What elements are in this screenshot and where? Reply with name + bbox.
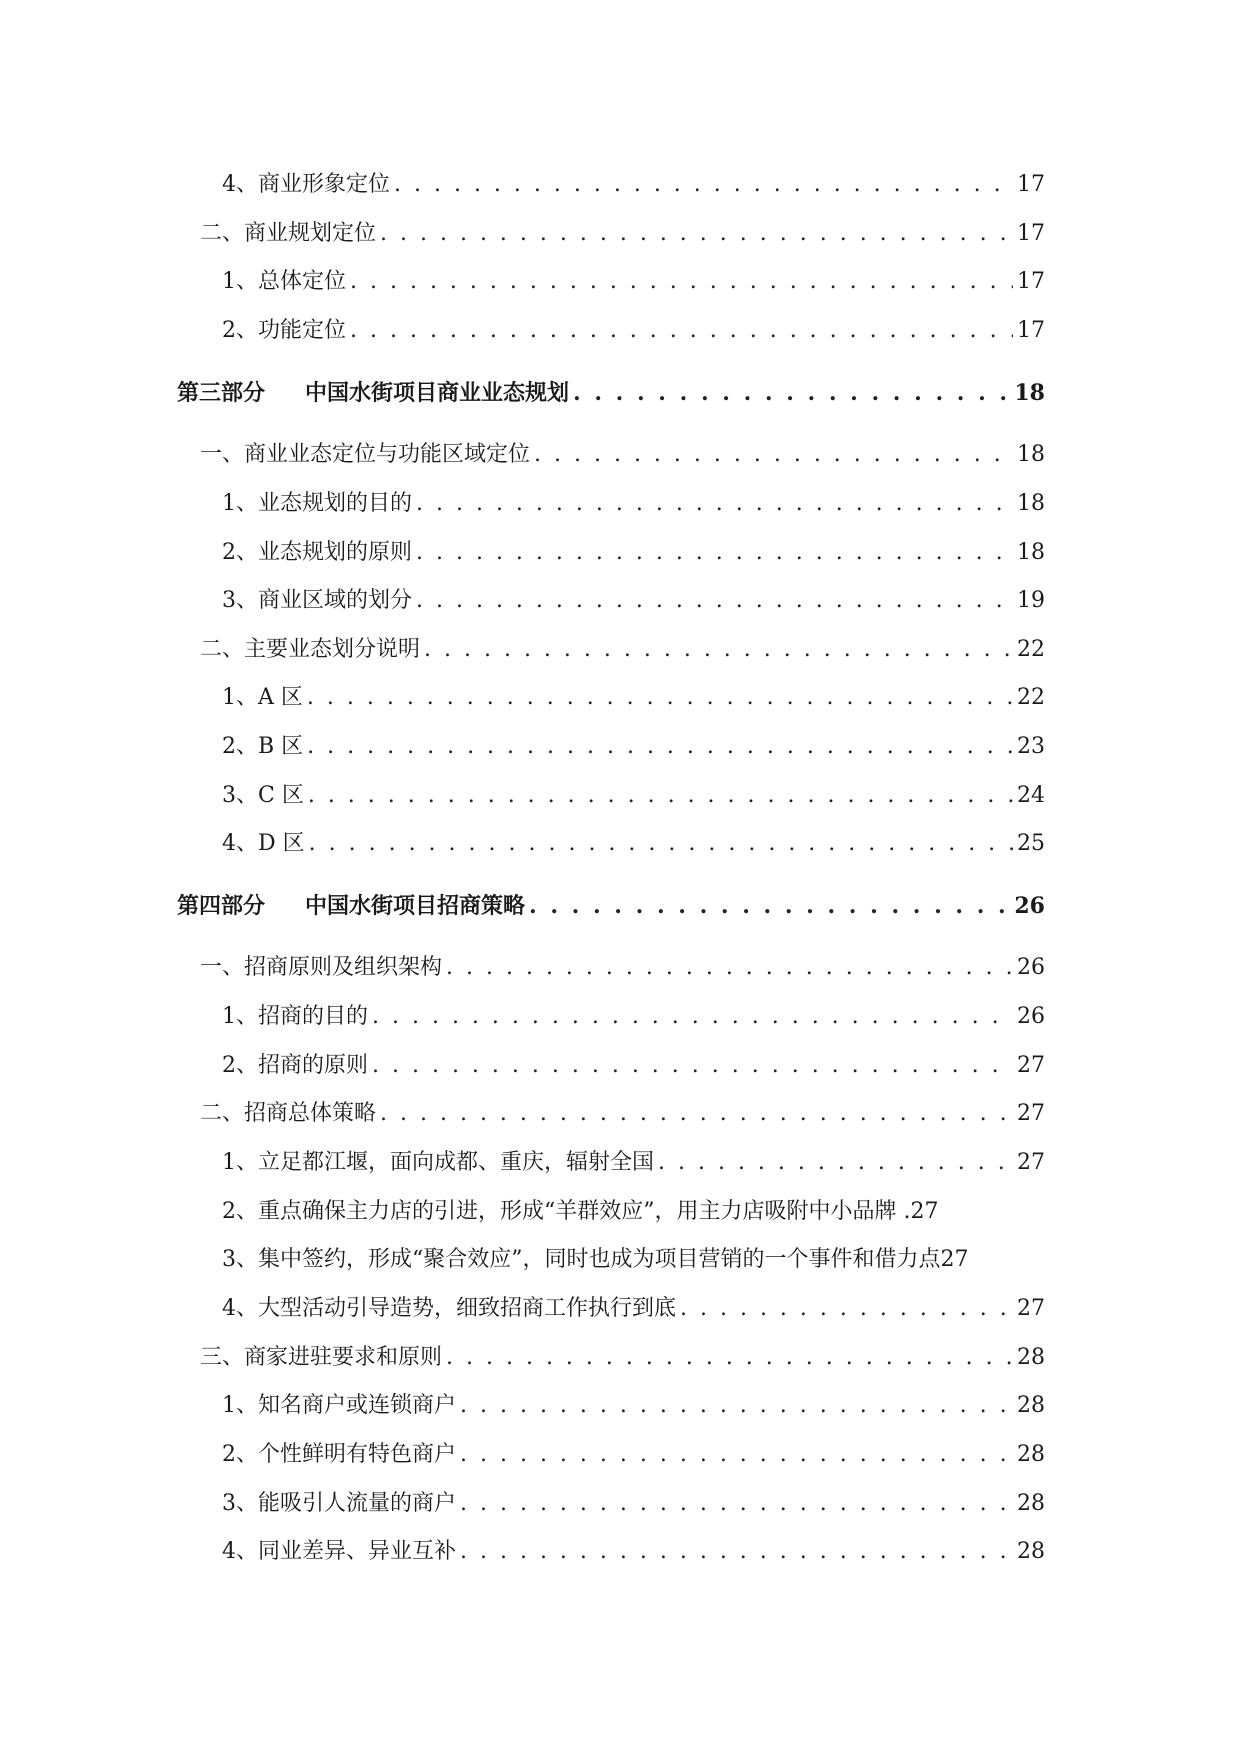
toc-entry-page: 24	[1017, 783, 1045, 808]
dot-leader	[460, 1391, 1013, 1421]
dot-leader	[460, 1440, 1013, 1470]
dot-leader	[372, 1051, 1013, 1081]
dot-leader	[380, 1099, 1013, 1129]
toc-entry[interactable]	[222, 538, 1045, 568]
toc-entry-title: 二、招商总体策略	[200, 1101, 377, 1126]
dot-leader	[416, 586, 1013, 616]
toc-entry-title: 3、商业区域的划分	[222, 588, 412, 613]
toc-entry-page: 18	[1017, 491, 1045, 516]
toc-entry-page: 27	[1017, 1101, 1045, 1126]
dot-leader	[307, 683, 1013, 713]
dot-leader	[680, 1294, 1013, 1324]
toc-entry-title: 二、主要业态划分说明	[200, 637, 421, 662]
toc-entry[interactable]	[222, 1440, 1045, 1470]
toc-entry-page: 26	[1017, 955, 1045, 980]
dot-leader	[658, 1148, 1013, 1178]
dot-leader	[534, 440, 1013, 470]
toc-entry[interactable]	[222, 1245, 1081, 1275]
toc-entry-title: 一、招商原则及组织架构	[200, 955, 443, 980]
toc-entry[interactable]	[222, 1197, 1045, 1227]
toc-entry-page: 18	[1017, 442, 1045, 467]
toc-entry[interactable]	[222, 1489, 1045, 1519]
toc-entry[interactable]	[200, 1099, 1045, 1129]
toc-entry-page: 18	[1014, 380, 1045, 406]
toc-entry-page: 28	[1017, 1393, 1045, 1418]
toc-entry[interactable]	[222, 1051, 1045, 1081]
toc-entry-title: 4、大型活动引导造势，细致招商工作执行到底	[222, 1296, 676, 1321]
toc-entry-page: 17	[1017, 269, 1045, 294]
toc-entry[interactable]	[222, 829, 1045, 859]
toc-entry-page: 28	[1017, 1491, 1045, 1516]
toc-entry-title: 2、功能定位	[222, 318, 346, 343]
toc-entry[interactable]	[222, 1391, 1045, 1421]
toc-entry[interactable]	[222, 586, 1045, 616]
toc-entry-page: 28	[1017, 1345, 1045, 1370]
dot-leader	[372, 1002, 1013, 1032]
toc-entry-page: 28	[1017, 1442, 1045, 1467]
toc-part-heading[interactable]	[177, 891, 1045, 921]
toc-entry-page: 19	[1017, 588, 1045, 613]
dot-leader	[416, 489, 1013, 519]
toc-entry-title: 1、总体定位	[222, 269, 346, 294]
toc-entry-title: 3、集中签约，形成“聚合效应”，同时也成为项目营销的一个事件和借力点	[222, 1247, 941, 1272]
toc-entry-page: 18	[1017, 540, 1045, 565]
dot-leader	[460, 1489, 1013, 1519]
toc-entry[interactable]	[200, 219, 1045, 249]
toc-entry-page: 27	[1017, 1296, 1045, 1321]
dot-leader	[446, 953, 1013, 983]
toc-entry-page: 23	[1017, 734, 1045, 759]
toc-entry[interactable]	[222, 1002, 1045, 1032]
toc-entry[interactable]	[200, 440, 1045, 470]
toc-entry-title: 一、商业业态定位与功能区域定位	[200, 442, 531, 467]
toc-entry-title: 中国水街项目商业业态规划	[305, 380, 570, 406]
dot-leader	[350, 267, 1013, 297]
dot-leader	[416, 538, 1013, 568]
toc-entry[interactable]	[222, 489, 1045, 519]
dot-leader	[308, 781, 1013, 811]
toc-entry[interactable]	[222, 267, 1045, 297]
toc-entry[interactable]	[222, 781, 1045, 811]
toc-entry[interactable]	[222, 683, 1045, 713]
toc-entry-title: 2、招商的原则	[222, 1053, 368, 1078]
toc-entry[interactable]	[222, 1294, 1045, 1324]
toc-entry-page: 22	[1017, 685, 1045, 710]
toc-entry[interactable]	[222, 1537, 1045, 1567]
toc-entry-page: 26	[1017, 1004, 1045, 1029]
toc-entry-page: 26	[1014, 893, 1045, 919]
toc-entry[interactable]	[222, 732, 1045, 762]
toc-entry-title: 1、立足都江堰，面向成都、重庆，辐射全国	[222, 1150, 654, 1175]
toc-entry-title: 2、个性鲜明有特色商户	[222, 1442, 456, 1467]
dot-leader	[309, 829, 1013, 859]
toc-entry-title: 中国水街项目招商策略	[305, 893, 526, 919]
toc-entry-title: 2、重点确保主力店的引进，形成“羊群效应”，用主力店吸附中小品牌 .	[222, 1199, 911, 1224]
toc-entry-page: 27	[940, 1247, 969, 1272]
dot-leader	[424, 635, 1013, 665]
toc-entry-page: 27	[1017, 1053, 1045, 1078]
toc-entry-page: 17	[1017, 221, 1045, 246]
toc-entry-title: 4、商业形象定位	[222, 172, 390, 197]
dot-leader	[350, 316, 1013, 346]
toc-part-number: 第三部分	[177, 380, 266, 406]
toc-entry-title: 1、A 区	[222, 685, 303, 710]
toc-entry-title: 1、招商的目的	[222, 1004, 368, 1029]
toc-entry-page: 27	[1017, 1150, 1045, 1175]
toc-entry-page: 22	[1017, 637, 1045, 662]
dot-leader	[446, 1343, 1013, 1373]
toc-entry-title: 3、C 区	[222, 783, 304, 808]
toc-entry-title: 3、能吸引人流量的商户	[222, 1491, 456, 1516]
toc-entry[interactable]	[222, 316, 1045, 346]
toc-entry-title: 1、业态规划的目的	[222, 491, 412, 516]
toc-entry-page: 17	[1017, 172, 1045, 197]
dot-leader	[529, 891, 1010, 921]
toc-part-number: 第四部分	[177, 893, 266, 919]
toc-entry-page: 17	[1017, 318, 1045, 343]
toc-entry-page: 27	[910, 1199, 939, 1224]
toc-entry[interactable]	[200, 635, 1045, 665]
toc-entry[interactable]	[200, 1343, 1045, 1373]
toc-entry[interactable]	[222, 1148, 1045, 1178]
toc-entry-title: 2、B 区	[222, 734, 304, 759]
toc-entry-page: 25	[1017, 831, 1045, 856]
toc-entry-title: 4、D 区	[222, 831, 305, 856]
dot-leader	[573, 378, 1010, 408]
toc-entry-title: 4、同业差异、异业互补	[222, 1539, 456, 1564]
dot-leader	[307, 732, 1013, 762]
toc-entry[interactable]	[200, 953, 1045, 983]
toc-entry-title: 2、业态规划的原则	[222, 540, 412, 565]
toc-entry-title: 1、知名商户或连锁商户	[222, 1393, 456, 1418]
dot-leader	[394, 170, 1013, 200]
toc-entry-title: 三、商家进驻要求和原则	[200, 1345, 443, 1370]
toc-entry-title: 二、商业规划定位	[200, 221, 377, 246]
dot-leader	[380, 219, 1013, 249]
toc-entry[interactable]	[222, 170, 1045, 200]
toc-part-heading[interactable]	[177, 378, 1045, 408]
dot-leader	[460, 1537, 1013, 1567]
toc-entry-page: 28	[1017, 1539, 1045, 1564]
